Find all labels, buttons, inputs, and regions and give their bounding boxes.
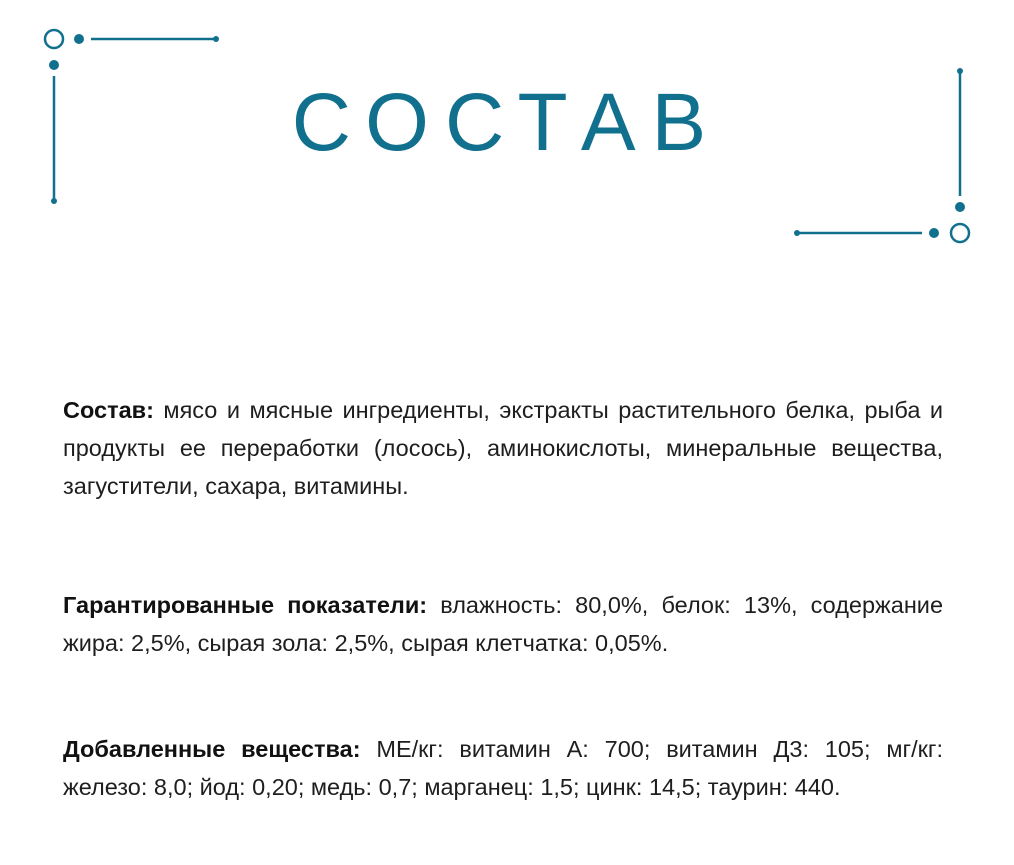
composition-text: мясо и мясные ингредиенты, экстракты растительного белка, рыба и продукты ее переработки (лосось), аминокислоты, минеральные вещества, загустители, сахара, витамины. bbox=[63, 397, 943, 499]
composition-section bbox=[63, 391, 943, 505]
additives-text: МЕ/кг: витамин А: 700; витамин Д3: 105; мг/кг: железо: 8,0; йод: 0,20; медь: 0,7; марганец: 1,5; цинк: 14,5; таурин: 440. bbox=[63, 736, 943, 800]
guaranteed-values-text: влажность: 80,0%, белок: 13%, содержание жира: 2,5%, сырая зола: 2,5%, сырая клетчатка: 0,05%. bbox=[63, 592, 944, 656]
composition-label: Состав: bbox=[63, 397, 154, 423]
guaranteed-values-section bbox=[63, 586, 943, 662]
additives-label: Добавленные вещества: bbox=[63, 736, 361, 762]
additives-section bbox=[63, 730, 943, 806]
page-title: СОСТАВ bbox=[291, 77, 723, 168]
guaranteed-values-label: Гарантированные показатели: bbox=[63, 592, 428, 618]
